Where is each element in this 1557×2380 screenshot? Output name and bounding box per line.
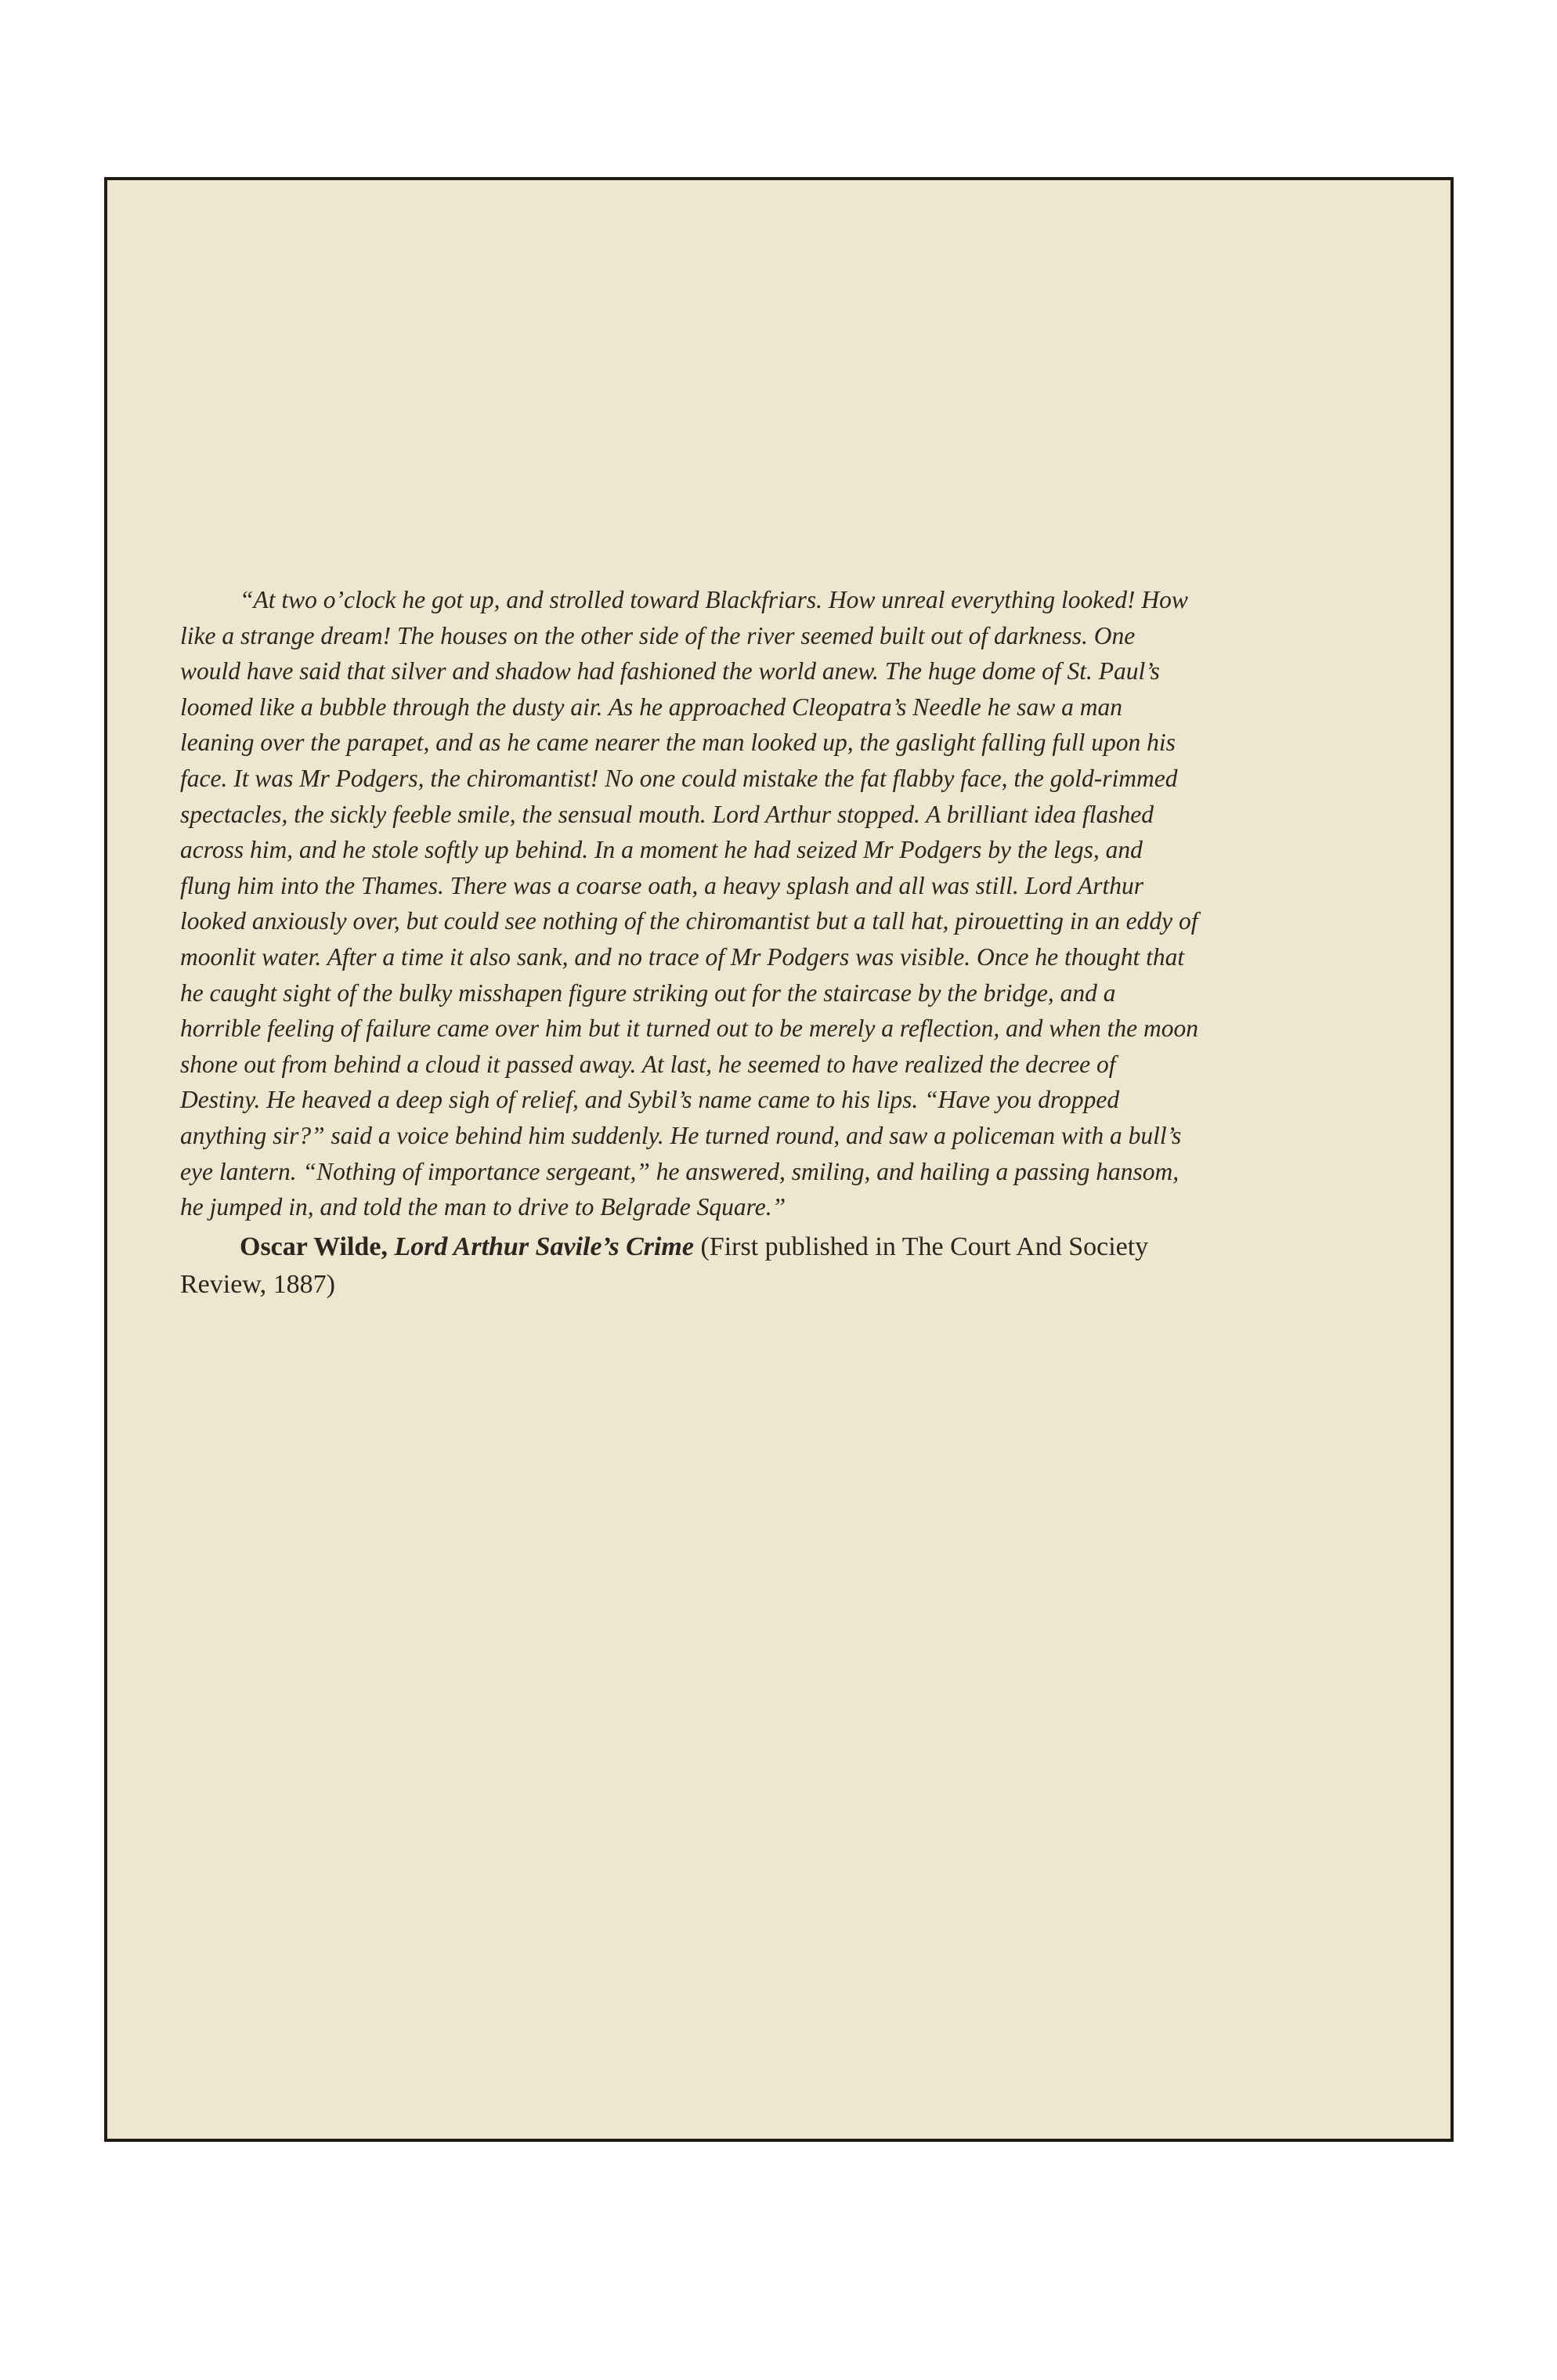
- citation-author: Oscar Wilde,: [240, 1232, 388, 1261]
- citation-title: Lord Arthur Savile’s Crime: [394, 1232, 694, 1261]
- quote-block: [180, 582, 1198, 1304]
- citation: [180, 1228, 1198, 1304]
- citation-publication-note: (First published in The Court And Society Review, 1887): [180, 1232, 1149, 1299]
- quote-text: “At two o’clock he got up, and strolled toward Blackfriars. How unreal everything looked! How like a strange dream! The houses on the other side of the river seemed built out of darkness. One would have said that silver and shadow had fashioned the world anew. The huge dome of St. Paul’s loomed like a bubble through the dusty air. As he approached Cleopatra’s Needle he saw a man leaning over the parapet, and as he came nearer the man looked up, the gaslight falling full upon his face. It was Mr Podgers, the chiromantist! No one could mistake the fat flabby face, the gold-rimmed spectacles, the sickly feeble smile, the sensual mouth. Lord Arthur stopped. A brilliant idea flashed across him, and he stole softly up behind. In a moment he had seized Mr Podgers by the legs, and flung him into the Thames. There was a coarse oath, a heavy splash and all was still. Lord Arthur looked anxiously over, but could see nothing of the chiromantist but a tall hat, pirouetting in an eddy of moonlit water. After a time it also sank, and no trace of Mr Podgers was visible. Once he thought that he caught sight of the bulky misshapen figure striking out for the staircase by the bridge, and a horrible feeling of failure came over him but it turned out to be merely a reflection, and when the moon shone out from behind a cloud it passed away. At last, he seemed to have realized the decree of Destiny. He heaved a deep sigh of relief, and Sybil’s name came to his lips. “Have you dropped anything sir?” said a voice behind him suddenly. He turned round, and saw a policeman with a bull’s eye lantern. “Nothing of importance sergeant,” he answered, smiling, and hailing a passing hansom, he jumped in, and told the man to drive to Belgrade Square.”: [180, 586, 1199, 1221]
